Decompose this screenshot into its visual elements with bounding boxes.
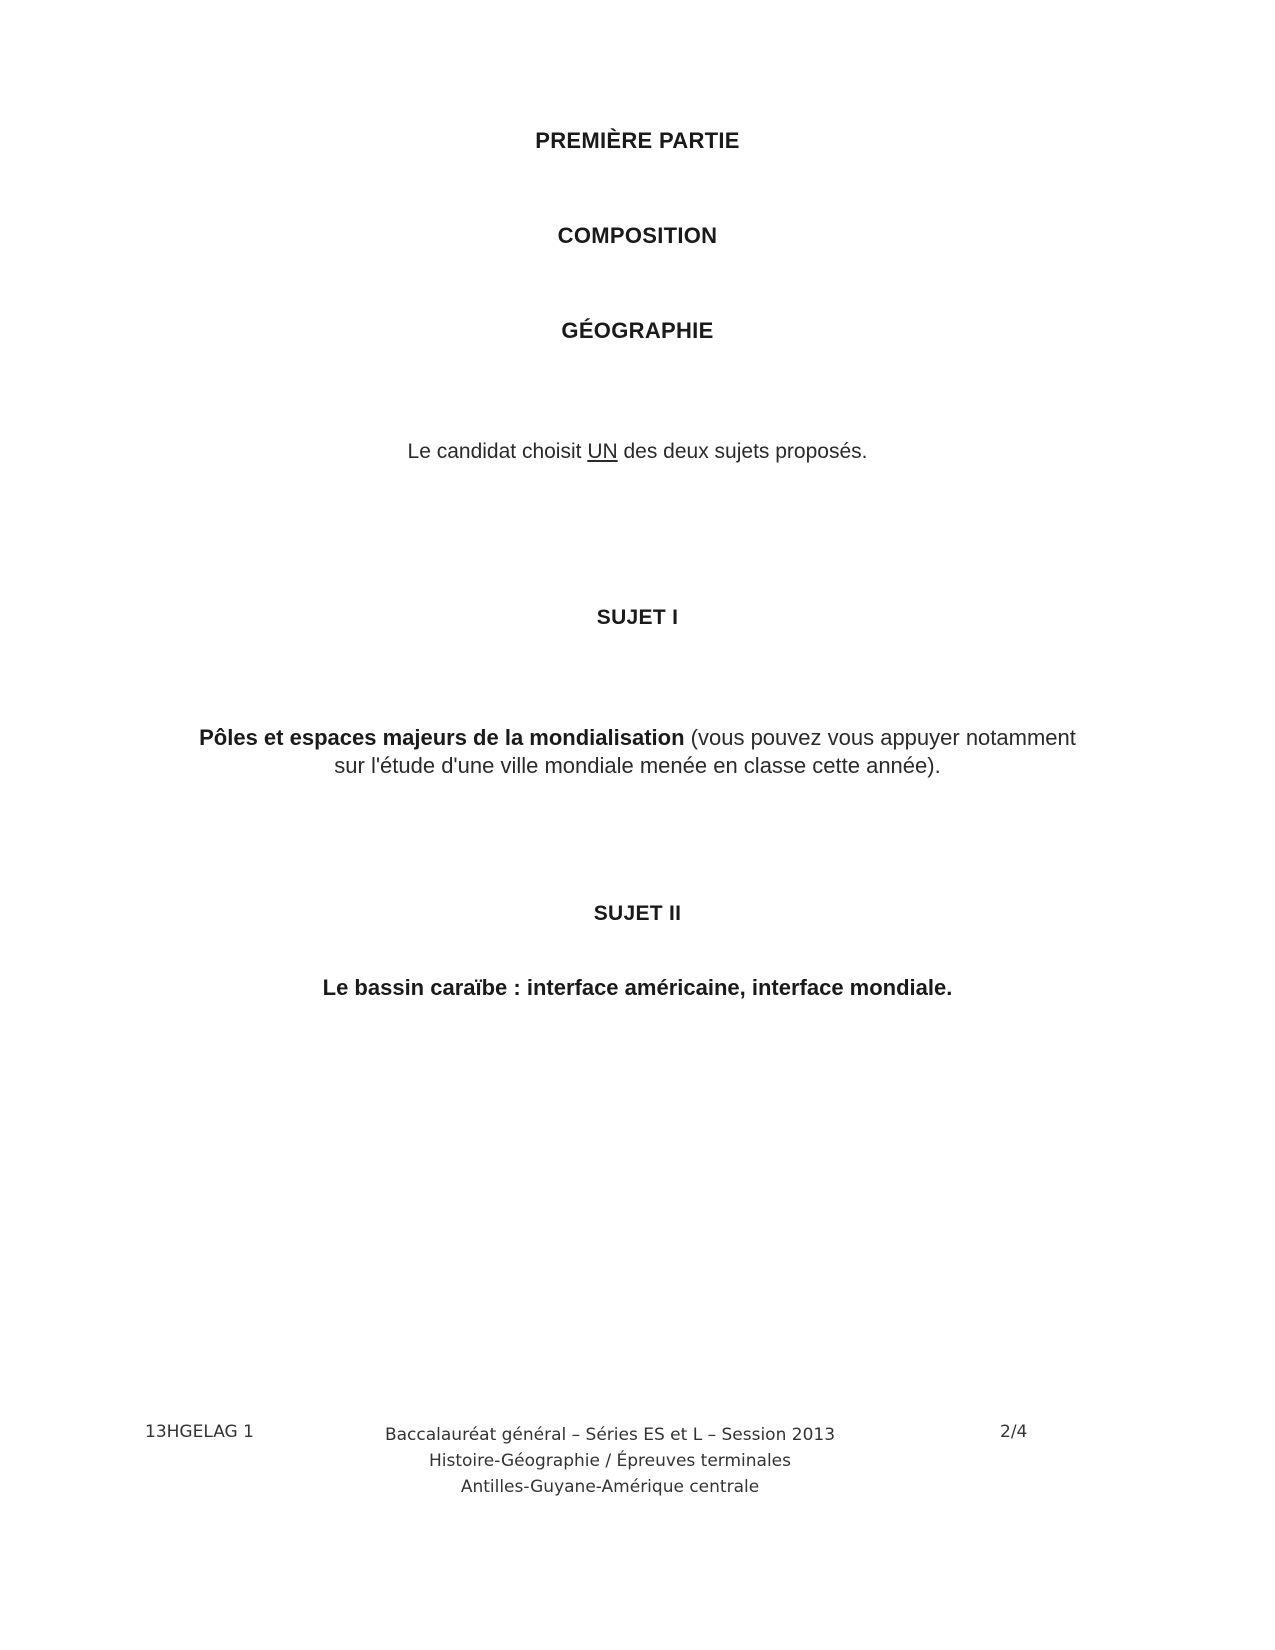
page-number: 2/4: [1000, 1422, 1028, 1442]
subject2-title: Le bassin caraïbe : interface américaine, interface mondiale.: [322, 975, 953, 1000]
discipline-heading: GÉOGRAPHIE: [561, 318, 714, 343]
subject2-label: SUJET II: [593, 902, 682, 925]
instruction-emphasis: UN: [587, 440, 618, 463]
exercise-heading: COMPOSITION: [557, 223, 718, 248]
part-heading: PREMIÈRE PARTIE: [535, 128, 740, 153]
subject1-title: Pôles et espaces majeurs de la mondialisation: [199, 725, 685, 750]
subject1-note-line1: (vous pouvez vous appuyer notamment: [684, 725, 1076, 750]
subject1-note-line2: sur l'étude d'une ville mondiale menée en classe cette année).: [334, 753, 941, 778]
instruction-before: Le candidat choisit: [407, 440, 588, 463]
subject1-statement: [0, 724, 1275, 780]
exam-code: 13HGELAG 1: [145, 1422, 254, 1442]
footer-line-1: Baccalauréat général – Séries ES et L – Session 2013: [384, 1425, 836, 1445]
footer-line-2: Histoire-Géographie / Épreuves terminales: [429, 1451, 791, 1471]
footer-line-3: Antilles-Guyane-Amérique centrale: [460, 1477, 760, 1497]
instruction-after: des deux sujets proposés.: [617, 440, 868, 463]
instruction-text: [0, 440, 1275, 464]
subject1-line1: [0, 724, 1275, 752]
footer-exam-info: [360, 1422, 860, 1500]
subject1-label: SUJET I: [596, 606, 679, 629]
